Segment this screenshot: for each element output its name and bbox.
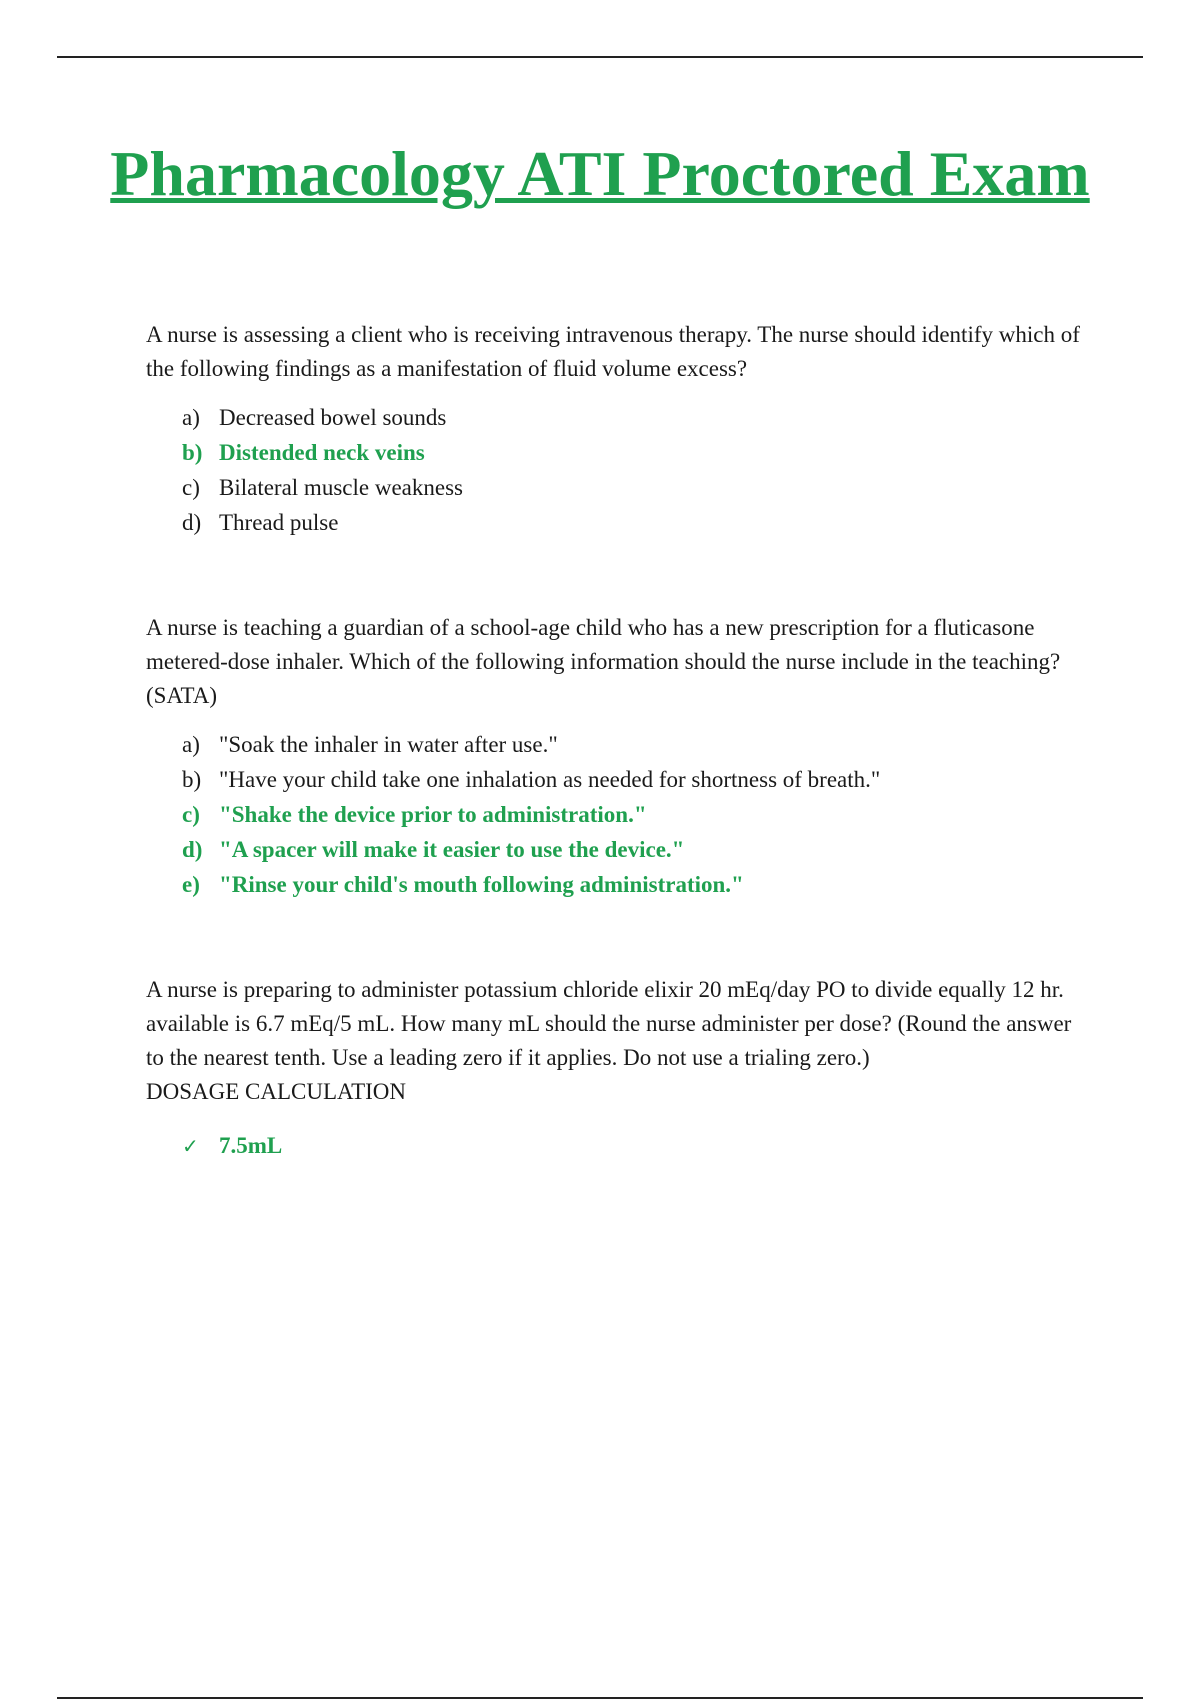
question-2-text: A nurse is teaching a guardian of a school-age child who has a new prescription for a fluticasone metered-dose inhaler. Which of the following information should the nurse include in the teaching? (SATA): [146, 615, 1061, 708]
option-text: "Soak the inhaler in water after use.": [219, 732, 558, 757]
option-2e-correct: [182, 867, 1086, 902]
option-2c-correct: [182, 797, 1086, 832]
question-1: [146, 318, 1086, 540]
option-letter: a): [182, 405, 200, 430]
option-text: "Shake the device prior to administration.": [219, 802, 647, 827]
answer-text: 7.5mL: [219, 1133, 283, 1158]
option-2d-correct: [182, 832, 1086, 867]
option-letter: b): [182, 767, 202, 792]
option-letter: e): [182, 872, 200, 897]
option-text: "Rinse your child's mouth following administration.": [219, 872, 744, 897]
option-text: Distended neck veins: [219, 440, 425, 465]
option-1b-correct: [182, 435, 1086, 470]
option-2a: [182, 727, 1086, 762]
option-letter: d): [182, 510, 202, 535]
header-rule: [57, 56, 1143, 58]
option-letter: b): [182, 440, 203, 465]
question-3: [146, 973, 1086, 1163]
question-3-category: DOSAGE CALCULATION: [146, 1079, 407, 1104]
option-text: Decreased bowel sounds: [219, 405, 447, 430]
option-letter: d): [182, 837, 203, 862]
option-1c: [182, 470, 1086, 505]
option-text: "Have your child take one inhalation as needed for shortness of breath.": [219, 767, 881, 792]
question-1-text: A nurse is assessing a client who is receiving intravenous therapy. The nurse should identify which of the following findings as a manifestation of fluid volume excess?: [146, 322, 1080, 381]
question-1-options: [182, 400, 1086, 540]
option-1a: [182, 400, 1086, 435]
option-2b: [182, 762, 1086, 797]
option-text: Thread pulse: [219, 510, 339, 535]
question-2-options: [182, 727, 1086, 902]
question-2: [146, 611, 1086, 902]
option-letter: c): [182, 475, 200, 500]
option-1d: [182, 505, 1086, 540]
question-3-text: A nurse is preparing to administer potassium chloride elixir 20 mEq/day PO to divide equally 12 hr. available is 6.7 mEq/5 mL. How many mL should the nurse administer per dose? (Round the answer to the nearest tenth. Use a leading zero if it applies. Do not use a trialing zero.): [146, 977, 1072, 1070]
page-title-text: Pharmacology ATI Proctored Exam: [110, 138, 1090, 209]
option-letter: a): [182, 732, 200, 757]
checkmark-icon: ✓: [182, 1134, 199, 1158]
option-letter: c): [182, 802, 200, 827]
option-text: "A spacer will make it easier to use the device.": [219, 837, 685, 862]
page-title: [0, 138, 1200, 210]
option-text: Bilateral muscle weakness: [219, 475, 463, 500]
footer-rule: [57, 1697, 1143, 1699]
question-3-answer: [182, 1129, 1086, 1163]
